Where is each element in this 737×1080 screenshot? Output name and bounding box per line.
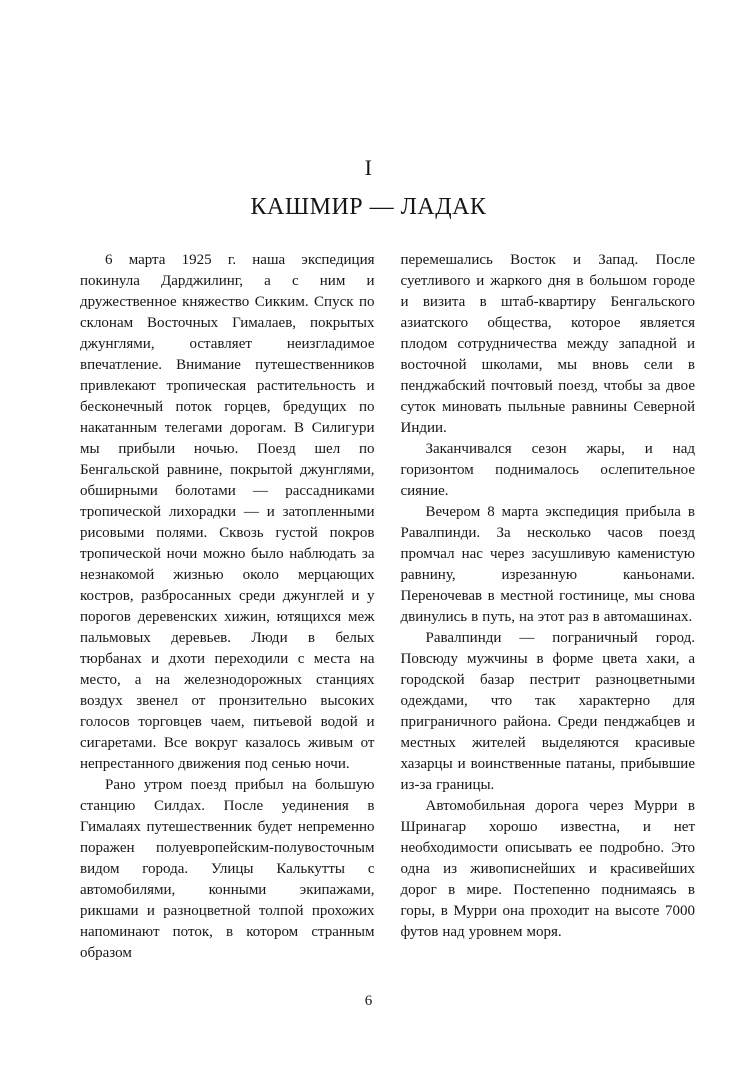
paragraph: Равалпинди — пограничный город. Повсюду мужчины в форме цвета хаки, а городской базар пестрит разноцветными одеждами, что так характерно для приграничного района. Среди пенджабцев и местных жителей выделяются красивые хазарцы и воинственные патаны, прибывшие из-за границы. bbox=[400, 630, 695, 793]
text-column-left bbox=[80, 250, 375, 964]
page-number: 6 bbox=[364, 993, 373, 1009]
text-columns bbox=[80, 250, 695, 964]
text-column-right bbox=[401, 250, 696, 964]
paragraph: 6 марта 1925 г. наша экспедиция покинула Дарджилинг, а с ним и дружественное княжество Сикким. Спуск по склонам Восточных Гималаев, покрытых джунглями, оставляет неизгладимое впечатление. Внимание путешественников привлекают тропическая растительность и бесконечный поток горцев, бредущих по накатанным телегами дорогам. В Силигури мы прибыли ночью. Поезд шел по Бенгальской равнине, покрытой джунглями, обширными болотами — рассадниками тропической лихорадки — и затопленными рисовыми полями. Сквозь густой покров тропической ночи можно было наблюдать за незнакомой жизнью около мерцающих костров, разбросанных среди джунглей и у порогов деревенских хижин, ютящихся меж пальмовых деревьев. Люди в белых тюрбанах и дхоти переходили с места на место, а на железнодорожных станциях воздух звенел от пронзительно высоких голосов торговцев чаем, питьевой водой и сигаретами. Все вокруг казалось живым от непрестанного движения под сенью ночи. bbox=[80, 252, 375, 772]
paragraph-continuation: перемешались Восток и Запад. После суетливого и жаркого дня в большом городе и визита в штаб-квартиру Бенгальского азиатского общества, которое является плодом сотрудничества между западной и восточной школами, мы вновь сели в пенджабский почтовый поезд, чтобы за двое суток миновать пыльные равнины Северной Индии. bbox=[400, 252, 695, 436]
chapter-title: КАШМИР — ЛАДАК bbox=[250, 194, 487, 220]
paragraph: Автомобильная дорога через Мурри в Шринагар хорошо известна, и нет необходимости описывать ее подробно. Это одна из живописнейших и красивейших дорог в мире. Постепенно поднимаясь в горы, в Мурри она проходит на высоте 7000 футов над уровнем моря. bbox=[400, 798, 695, 940]
paragraph: Вечером 8 марта экспедиция прибыла в Равалпинди. За несколько часов поезд промчал нас через засушливую каменистую равнину, изрезанную каньонами. Переночевав в местной гостинице, мы снова двинулись в путь, на этот раз в автомашинах. bbox=[400, 504, 695, 625]
chapter-number: I bbox=[364, 155, 373, 180]
paragraph: Рано утром поезд прибыл на большую станцию Силдах. После уединения в Гималаях путешественник будет непременно поражен полуевропейским-полувосточным видом города. Улицы Калькутты с автомобилями, конными экипажами, рикшами и разноцветной толпой прохожих напоминают поток, в котором странным образом bbox=[80, 777, 375, 961]
chapter-header bbox=[0, 0, 737, 221]
paragraph: Заканчивался сезон жары, и над горизонтом поднималось ослепительное сияние. bbox=[400, 441, 695, 499]
